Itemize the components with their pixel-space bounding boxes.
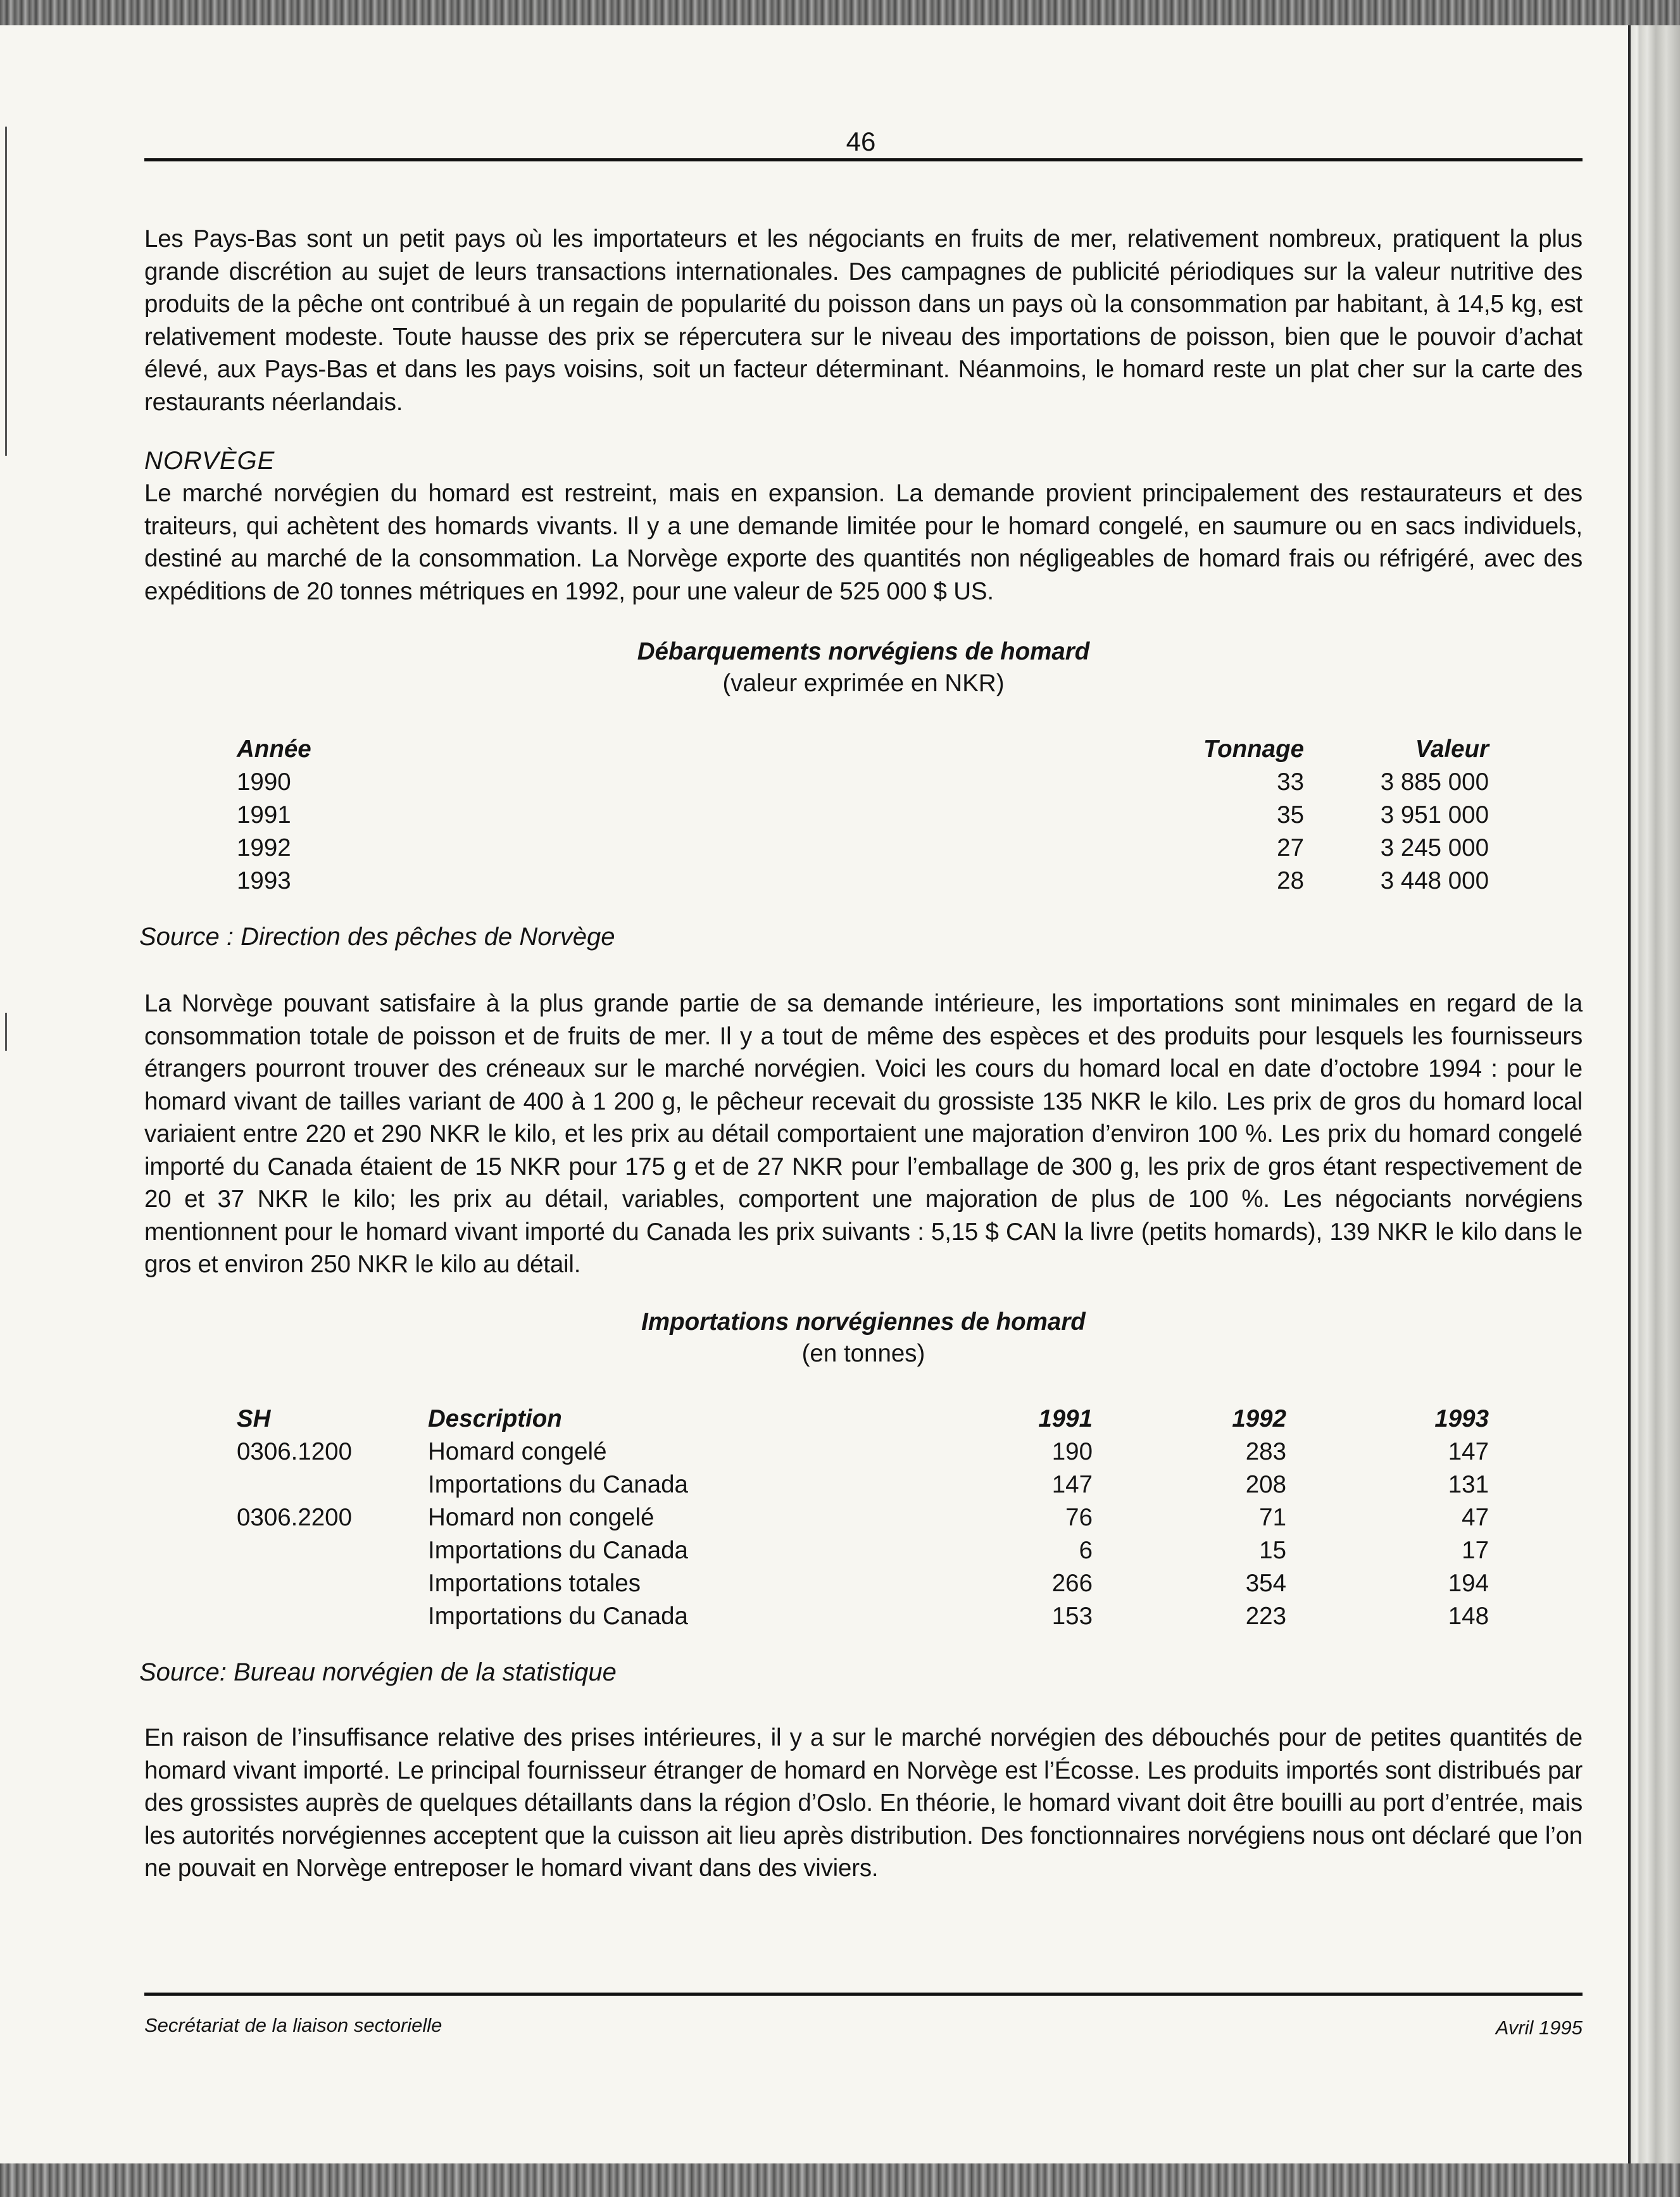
- paragraph-norway-prices: La Norvège pouvant satisfaire à la plus grande partie de sa demande intérieure, les importations sont minimales en regard de la consommation totale de poisson et de fruits de mer. Il y a tout de même des espèces et des produits pour lesquels les fournisseurs étrangers pourront trouver des créneaux sur le marché norvégien. Voici les cours du homard local en date d’octobre 1994 : pour le homard vivant de tailles variant de 400 à 1 200 g, le pêcheur recevait du grossiste 135 NKR le kilo. Les prix de gros du homard local variaient entre 220 et 290 NKR le kilo, et les prix au détail comportaient une majoration d’environ 100 %. Les prix du homard congelé importé du Canada étaient de 15 NKR pour 175 g et de 27 NKR pour l’emballage de 300 g, les prix de gros étant respectivement de 20 et 37 NKR le kilo; les prix au détail, variables, comportent une majoration de plus de 100 %. Les négociants norvégiens mentionnent pour le homard vivant importé du Canada les prix suivants : 5,15 $ CAN la livre (petits homards), 139 NKR le kilo dans le gros et environ 250 NKR le kilo au détail.: [144, 990, 1583, 1278]
- table-header-row: [237, 733, 1489, 766]
- column-header: 1992: [1232, 1405, 1286, 1432]
- table-cell: 223: [1245, 1603, 1286, 1630]
- paragraph-norway-imports: En raison de l’insuffisance relative des prises intérieures, il y a sur le marché norvégien des débouchés pour de petites quantités de homard vivant importé. Le principal fournisseur étranger de homard en Norvège est l’Écosse. Les produits importés sont distribués par des grossistes auprès de quelques détaillants dans la région d’Oslo. En théorie, le homard vivant doit être bouilli au port d’entrée, mais les autorités norvégiennes acceptent que la cuisson ait lieu après distribution. Des fonctionnaires norvégiens nous ont déclaré que l’on ne pouvait en Norvège entreposer le homard vivant dans des viviers.: [144, 1724, 1583, 1882]
- table-cell: 3 448 000: [1380, 867, 1489, 894]
- paragraph-norway-market: Le marché norvégien du homard est restreint, mais en expansion. La demande provient principalement des restaurateurs et des traiteurs, qui achètent des homards vivants. Il y a une demande limitée pour le homard congelé, en saumure ou en sacs individuels, destiné au marché de la consommation. La Norvège exporte des quantités non négligeables de homard frais ou réfrigéré, avec des expéditions de 20 tonnes métriques en 1992, pour une valeur de 525 000 $ US.: [144, 480, 1583, 605]
- table-row: [237, 1567, 1489, 1600]
- column-header: 1993: [1434, 1405, 1489, 1432]
- table-cell: Homard non congelé: [428, 1504, 655, 1531]
- table-row: [237, 1600, 1489, 1633]
- table-cell: Importations du Canada: [428, 1537, 688, 1564]
- table-cell: 208: [1245, 1471, 1286, 1498]
- landings-table: [237, 733, 1489, 898]
- table-cell: [237, 1468, 428, 1501]
- table-cell: 15: [1259, 1537, 1286, 1564]
- table-cell: 1993: [237, 867, 291, 894]
- table-row: [237, 832, 1489, 865]
- table-cell: 3 245 000: [1380, 834, 1489, 861]
- table-cell: 27: [1277, 834, 1304, 861]
- footer-date: Avril 1995: [1495, 2017, 1583, 2039]
- table-cell: 131: [1448, 1471, 1489, 1498]
- table-cell: 147: [1051, 1471, 1093, 1498]
- table-header-row: [237, 1403, 1489, 1436]
- table-cell: 147: [1448, 1438, 1489, 1465]
- table-cell: 148: [1448, 1603, 1489, 1630]
- table-cell: 35: [1277, 801, 1304, 829]
- table-row: [237, 1501, 1489, 1534]
- scan-left-mark: [5, 1013, 7, 1051]
- column-header: Tonnage: [1203, 735, 1304, 763]
- table-cell: 3 951 000: [1380, 801, 1489, 829]
- scan-border-top: [0, 0, 1680, 25]
- table-cell: Importations du Canada: [428, 1603, 688, 1630]
- header-rule: [144, 158, 1583, 161]
- table2-subtitle: (en tonnes): [801, 1340, 925, 1367]
- table-cell: 1990: [237, 768, 291, 796]
- footer-rule: [144, 1993, 1583, 1996]
- section-heading-norway: NORVÈGE: [144, 447, 275, 475]
- table-cell: Homard congelé: [428, 1438, 607, 1465]
- scan-border-right: [1628, 25, 1680, 2163]
- table-cell: 283: [1245, 1438, 1286, 1465]
- table-cell: 190: [1051, 1438, 1093, 1465]
- table1-title: Débarquements norvégiens de homard: [637, 638, 1090, 665]
- table-cell: [237, 1600, 428, 1633]
- column-header: Valeur: [1415, 735, 1489, 763]
- footer-organization: Secrétariat de la liaison sectorielle: [144, 2014, 442, 2036]
- table-cell: 0306.1200: [237, 1438, 352, 1465]
- table-cell: 76: [1065, 1504, 1093, 1531]
- table-cell: [237, 1567, 428, 1600]
- imports-table: [237, 1403, 1489, 1633]
- table-cell: 33: [1277, 768, 1304, 796]
- table-row: [237, 1436, 1489, 1468]
- column-header: 1991: [1038, 1405, 1093, 1432]
- table-cell: 1991: [237, 801, 291, 829]
- table-cell: 28: [1277, 867, 1304, 894]
- scan-border-bottom: [0, 2163, 1680, 2197]
- table-cell: [237, 1534, 428, 1567]
- column-header: SH: [237, 1405, 271, 1432]
- table-cell: 3 885 000: [1380, 768, 1489, 796]
- table-row: [237, 865, 1489, 898]
- table1-subtitle: (valeur exprimée en NKR): [722, 670, 1005, 697]
- table-row: [237, 1468, 1489, 1501]
- scan-left-mark: [5, 127, 7, 456]
- table-cell: 354: [1245, 1570, 1286, 1597]
- table2-caption: [144, 1306, 1583, 1370]
- table1-caption: [144, 636, 1583, 699]
- table1-source: Source : Direction des pêches de Norvège: [139, 923, 615, 951]
- table-cell: 6: [1079, 1537, 1093, 1564]
- table2-source: Source: Bureau norvégien de la statistique: [139, 1658, 617, 1686]
- paragraph-netherlands: Les Pays-Bas sont un petit pays où les importateurs et les négociants en fruits de mer, relativement nombreux, pratiquent la plus grande discrétion au sujet de leurs transactions internationales. Des campagnes de publicité périodiques sur la valeur nutritive des produits de la pêche ont contribué à un regain de popularité du poisson dans un pays où la consommation par habitant, à 14,5 kg, est relativement modeste. Toute hausse des prix se répercutera sur le niveau des importations de poisson, bien que le pouvoir d’achat élevé, aux Pays-Bas et dans les pays voisins, soit un facteur déterminant. Néanmoins, le homard reste un plat cher sur la carte des restaurants néerlandais.: [144, 225, 1583, 416]
- scan-edge-line: [1628, 25, 1631, 2163]
- table-cell: 17: [1462, 1537, 1489, 1564]
- table-cell: 71: [1259, 1504, 1286, 1531]
- table-cell: 266: [1051, 1570, 1093, 1597]
- table2-title: Importations norvégiennes de homard: [641, 1308, 1086, 1336]
- table-cell: 0306.2200: [237, 1504, 352, 1531]
- table-row: [237, 799, 1489, 832]
- column-header: Description: [428, 1405, 562, 1432]
- table-cell: 1992: [237, 834, 291, 861]
- table-cell: 153: [1051, 1603, 1093, 1630]
- page-number: 46: [846, 127, 876, 156]
- table-cell: 194: [1448, 1570, 1489, 1597]
- table-cell: Importations du Canada: [428, 1471, 688, 1498]
- column-header: Année: [237, 735, 311, 763]
- table-cell: Importations totales: [428, 1570, 641, 1597]
- table-row: [237, 766, 1489, 799]
- table-row: [237, 1534, 1489, 1567]
- table-cell: 47: [1462, 1504, 1489, 1531]
